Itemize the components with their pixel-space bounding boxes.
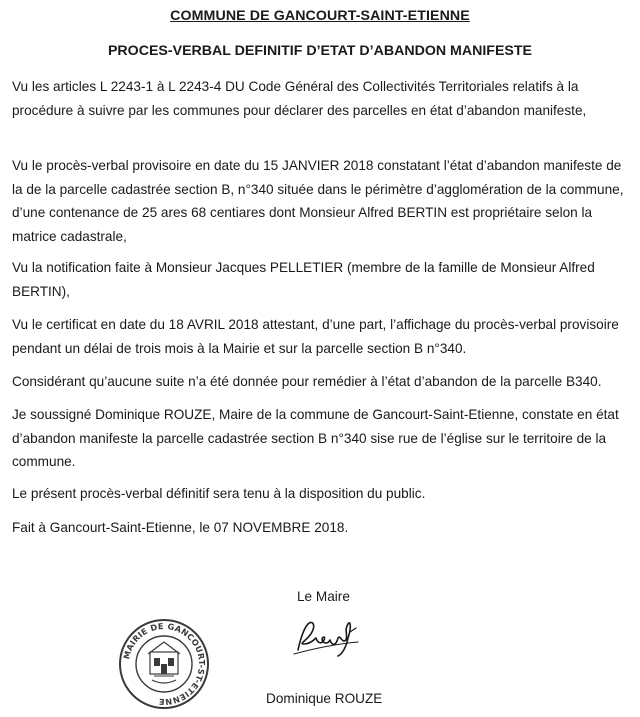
signatory-name: Dominique ROUZE (266, 691, 383, 706)
paragraph-certificate: Vu le certificat en date du 18 AVRIL 2018 attestant, d’une part, l’affichage du procès-verbal provisoire pendant un délai de trois mois à la Mairie et sur la parcelle section B n°340. (12, 317, 619, 356)
paragraph-declaration: Je soussigné Dominique ROUZE, Maire de la commune de Gancourt-Saint-Etienne, constate en état d’abandon manifeste la parcelle cadastrée section B n°340 sise rue de l’église sur le territoire de la commune. (12, 407, 619, 469)
svg-text:MAIRIE DE GANCOURT-ST-ETIENNE: MAIRIE DE GANCOURT-ST-ETIENNE (121, 620, 208, 708)
paragraph-place-date: Fait à Gancourt-Saint-Etienne, le 07 NOVEMBRE 2018. (12, 520, 349, 535)
paragraph-public-availability: Le présent procès-verbal définitif sera tenu à la disposition du public. (12, 486, 426, 501)
paragraph-considering: Considérant qu’aucune suite n’a été donnée pour remédier à l’état d’abandon de la parcelle B340. (12, 374, 602, 389)
paragraph-articles: Vu les articles L 2243-1 à L 2243-4 DU Code Général des Collectivités Territoriales relatifs à la procédure à suivre par les communes pour déclarer des parcelles en état d’abandon manifeste, (12, 79, 587, 118)
signatory-role: Le Maire (297, 589, 350, 604)
commune-heading: COMMUNE DE GANCOURT-SAINT-ETIENNE (170, 8, 470, 24)
paragraph-provisional-report: Vu le procès-verbal provisoire en date du 15 JANVIER 2018 constatant l’état d’abandon manifeste de la de la parcelle cadastrée section B, n°340 située dans le périmètre d’agglomération de la commune, d’une contenance de 25 ares 68 centiares dont Monsieur Alfred BERTIN est propriétaire selon la matrice cadastrale, (12, 158, 624, 244)
document-title: PROCES-VERBAL DEFINITIF D’ETAT D’ABANDON MANIFESTE (107, 43, 533, 59)
paragraph-notification: Vu la notification faite à Monsieur Jacques PELLETIER (membre de la famille de Monsieur Alfred BERTIN), (12, 260, 595, 299)
official-seal-icon (118, 618, 210, 710)
handwritten-signature-icon (286, 614, 366, 662)
